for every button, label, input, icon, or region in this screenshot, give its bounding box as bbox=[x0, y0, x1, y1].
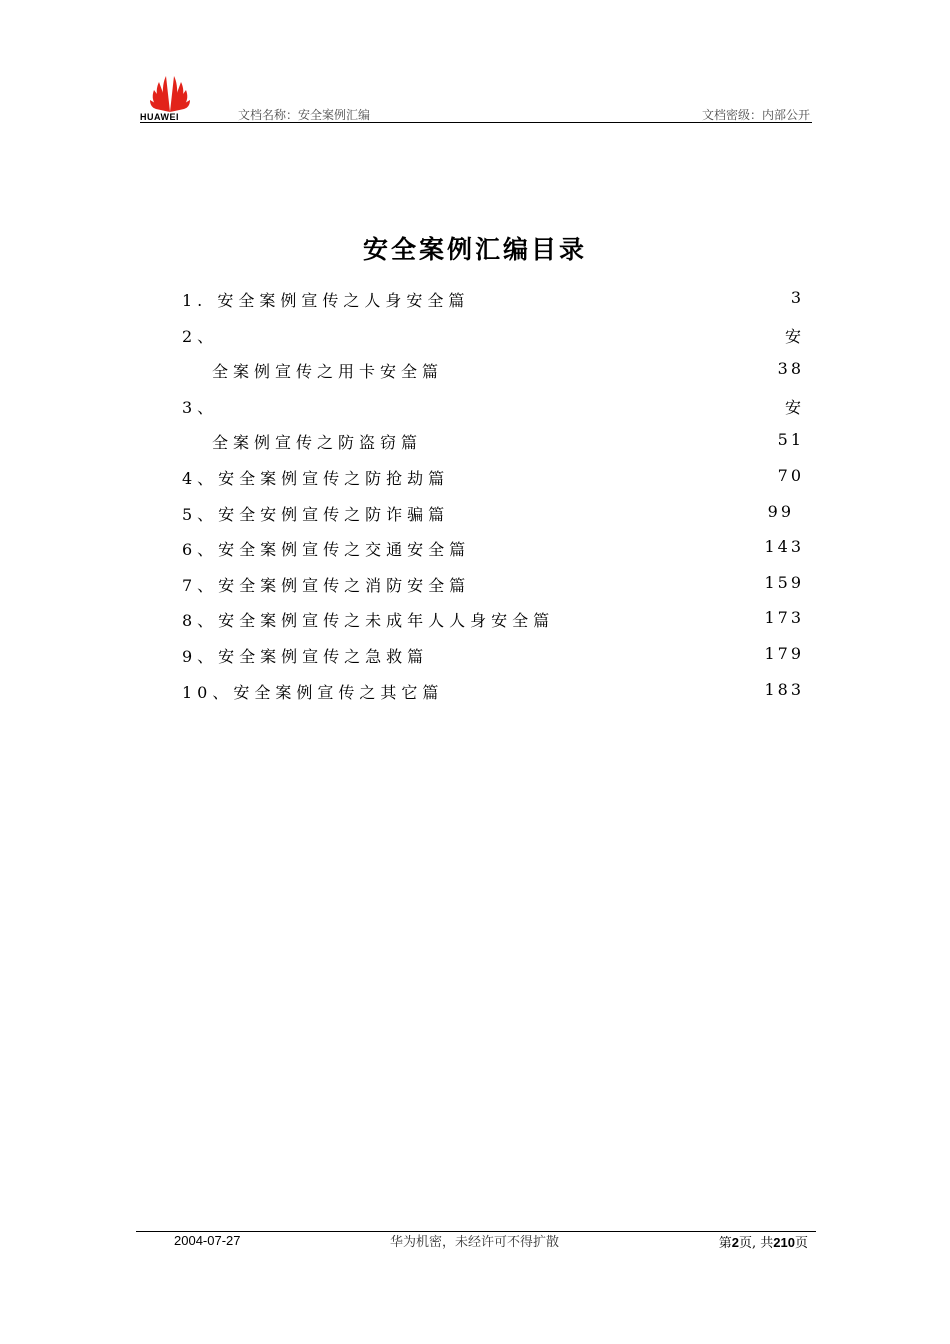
toc-entry[interactable] bbox=[182, 535, 804, 571]
toc-entry[interactable] bbox=[182, 606, 804, 642]
toc-entry-page: 143 bbox=[764, 537, 804, 557]
toc-entry[interactable] bbox=[182, 286, 804, 322]
page-suffix: 页 bbox=[794, 1236, 808, 1251]
toc-entry[interactable] bbox=[182, 322, 804, 358]
toc-entry[interactable] bbox=[182, 642, 804, 678]
toc-entry-page: 70 bbox=[777, 465, 804, 485]
huawei-logo-text: HUAWEI bbox=[140, 112, 179, 122]
toc-entry[interactable] bbox=[182, 393, 804, 429]
toc-entry-label: 10、安全案例宣传之其它篇 bbox=[182, 682, 444, 702]
toc-entry[interactable] bbox=[182, 571, 804, 607]
header-divider bbox=[140, 122, 812, 123]
toc-entry-page: 173 bbox=[764, 608, 804, 628]
page-prefix: 第 bbox=[718, 1236, 732, 1251]
toc-entry-page: 51 bbox=[777, 430, 804, 450]
toc-entry-page: 安 bbox=[784, 397, 804, 417]
toc-entry-label: 9、安全案例宣传之急救篇 bbox=[182, 646, 429, 666]
toc-entry-label: 4、安全案例宣传之防抢劫篇 bbox=[182, 468, 450, 488]
toc-entry-page: 安 bbox=[784, 326, 804, 346]
toc-entry-label: 7、安全案例宣传之消防安全篇 bbox=[182, 575, 471, 595]
page-total: 210 bbox=[773, 1235, 795, 1250]
toc-entry-page: 159 bbox=[764, 572, 804, 592]
toc-entry-label: 8、安全案例宣传之未成年人人身安全篇 bbox=[182, 611, 555, 631]
page-current: 2 bbox=[731, 1235, 740, 1250]
toc-entry-page: 38 bbox=[777, 359, 804, 379]
toc-entry-label: 1. 安全案例宣传之人身安全篇 bbox=[182, 291, 470, 310]
document-name: 文档名称：安全案例汇编 bbox=[238, 108, 371, 122]
toc-entry-page: 183 bbox=[764, 679, 804, 699]
document-classification: 文档密级：内部公开 bbox=[701, 108, 810, 122]
footer-page-number bbox=[719, 1232, 808, 1251]
toc-entry-label: 全案例宣传之防盗窃篇 bbox=[212, 433, 423, 453]
toc-entry[interactable] bbox=[182, 500, 804, 536]
toc-entry-label: 6、安全案例宣传之交通安全篇 bbox=[182, 540, 471, 560]
footer-confidential-notice: 华为机密，未经许可不得扩散 bbox=[390, 1235, 560, 1250]
toc-entry-page: 179 bbox=[764, 643, 804, 663]
page-title: 安全案例汇编目录 bbox=[362, 235, 587, 264]
footer-date: 2004-07-27 bbox=[174, 1233, 241, 1248]
page-mid: 页, 共 bbox=[739, 1236, 774, 1251]
toc-entry[interactable] bbox=[182, 464, 804, 500]
toc-entry[interactable] bbox=[182, 357, 804, 393]
toc-entry-page: 99 bbox=[767, 501, 794, 521]
table-of-contents bbox=[182, 286, 804, 713]
toc-entry-label: 全案例宣传之用卡安全篇 bbox=[212, 362, 444, 382]
toc-entry[interactable] bbox=[182, 428, 804, 464]
toc-entry-label: 5、安全安例宣传之防诈骗篇 bbox=[182, 504, 450, 524]
toc-entry-label: 2、 bbox=[182, 326, 219, 346]
toc-entry-page: 3 bbox=[790, 288, 804, 307]
toc-entry-label: 3、 bbox=[182, 397, 219, 417]
toc-entry[interactable] bbox=[182, 678, 804, 714]
